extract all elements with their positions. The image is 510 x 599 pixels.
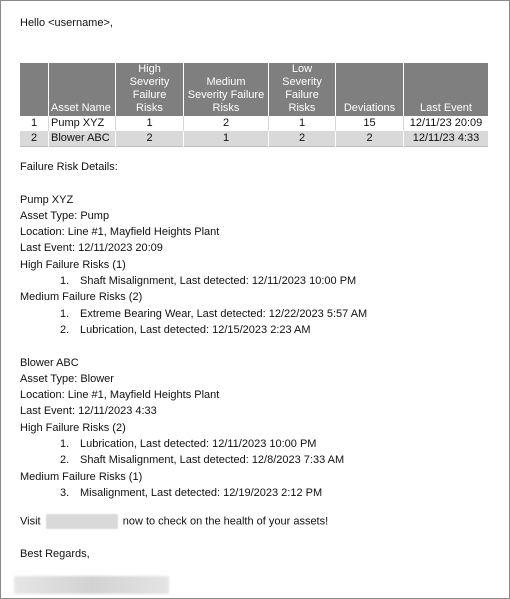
risk-group-title: High Failure Risks (1) bbox=[20, 258, 126, 271]
table-cell: 2 bbox=[269, 131, 336, 147]
table-cell: 1 bbox=[269, 116, 336, 131]
visit-suffix: now to check on the health of your assets! bbox=[122, 515, 329, 528]
redacted-link[interactable] bbox=[46, 514, 118, 529]
table-header-row bbox=[20, 63, 488, 116]
table-cell: 12/11/23 4:33 bbox=[404, 131, 489, 147]
visit-prefix: Visit bbox=[20, 515, 41, 528]
table-cell: Pump XYZ bbox=[49, 116, 116, 131]
failure-risk-details bbox=[20, 159, 367, 501]
table-cell: 1 bbox=[20, 116, 49, 131]
asset-name: Blower ABC bbox=[20, 356, 79, 369]
col-header-index bbox=[20, 63, 49, 116]
table-cell: 12/11/23 20:09 bbox=[404, 116, 489, 131]
closing-regards: Best Regards, bbox=[20, 548, 90, 560]
table-row bbox=[20, 116, 488, 131]
visit-line bbox=[20, 514, 328, 529]
table-cell: 2 bbox=[184, 116, 269, 131]
details-heading: Failure Risk Details: bbox=[20, 161, 118, 173]
asset-last-event: Last Event: 12/11/2023 4:33 bbox=[20, 405, 157, 418]
asset-type: Asset Type: Blower bbox=[20, 372, 114, 385]
list-item: 1. Shaft Misalignment, Last detected: 12/11/2023 10:00 PM bbox=[60, 275, 357, 288]
table-row bbox=[20, 131, 488, 147]
asset-type: Asset Type: Pump bbox=[20, 209, 110, 222]
asset-location: Location: Line #1, Mayfield Heights Plant bbox=[20, 389, 220, 402]
list-item: 1. Lubrication, Last detected: 12/11/2023 10:00 PM bbox=[60, 438, 317, 451]
list-item: 3. Misalignment, Last detected: 12/19/2023 2:12 PM bbox=[60, 486, 323, 499]
asset-summary-table bbox=[20, 63, 488, 147]
table-cell: 2 bbox=[116, 131, 184, 147]
greeting-text: Hello <username>, bbox=[20, 17, 113, 29]
table-cell: 15 bbox=[336, 116, 404, 131]
list-item: 2. Lubrication, Last detected: 12/15/2023 2:23 AM bbox=[60, 323, 311, 336]
table-cell: 2 bbox=[20, 131, 49, 147]
col-header-low-severity: Low Severity Failure Risks bbox=[269, 63, 336, 116]
col-header-high-severity: High Severity Failure Risks bbox=[116, 63, 184, 116]
col-header-asset-name: Asset Name bbox=[49, 63, 116, 116]
risk-group-title: Medium Failure Risks (1) bbox=[20, 470, 143, 483]
table-cell: 2 bbox=[336, 131, 404, 147]
col-header-last-event: Last Event bbox=[404, 63, 489, 116]
list-item: 1. Extreme Bearing Wear, Last detected: 12/22/2023 5:57 AM bbox=[60, 307, 368, 320]
risk-group-title: Medium Failure Risks (2) bbox=[20, 291, 143, 304]
table-cell: 1 bbox=[116, 116, 184, 131]
risk-group-title: High Failure Risks (2) bbox=[20, 421, 126, 434]
col-header-deviations: Deviations bbox=[336, 63, 404, 116]
table-cell: Blower ABC bbox=[49, 131, 116, 147]
redacted-signature bbox=[14, 576, 169, 594]
list-item: 2. Shaft Misalignment, Last detected: 12/8/2023 7:33 AM bbox=[60, 454, 345, 467]
table-cell: 1 bbox=[184, 131, 269, 147]
asset-name: Pump XYZ bbox=[20, 193, 74, 206]
col-header-medium-severity: Medium Severity Failure Risks bbox=[184, 63, 269, 116]
asset-last-event: Last Event: 12/11/2023 20:09 bbox=[20, 242, 163, 255]
asset-location: Location: Line #1, Mayfield Heights Plant bbox=[20, 226, 220, 239]
